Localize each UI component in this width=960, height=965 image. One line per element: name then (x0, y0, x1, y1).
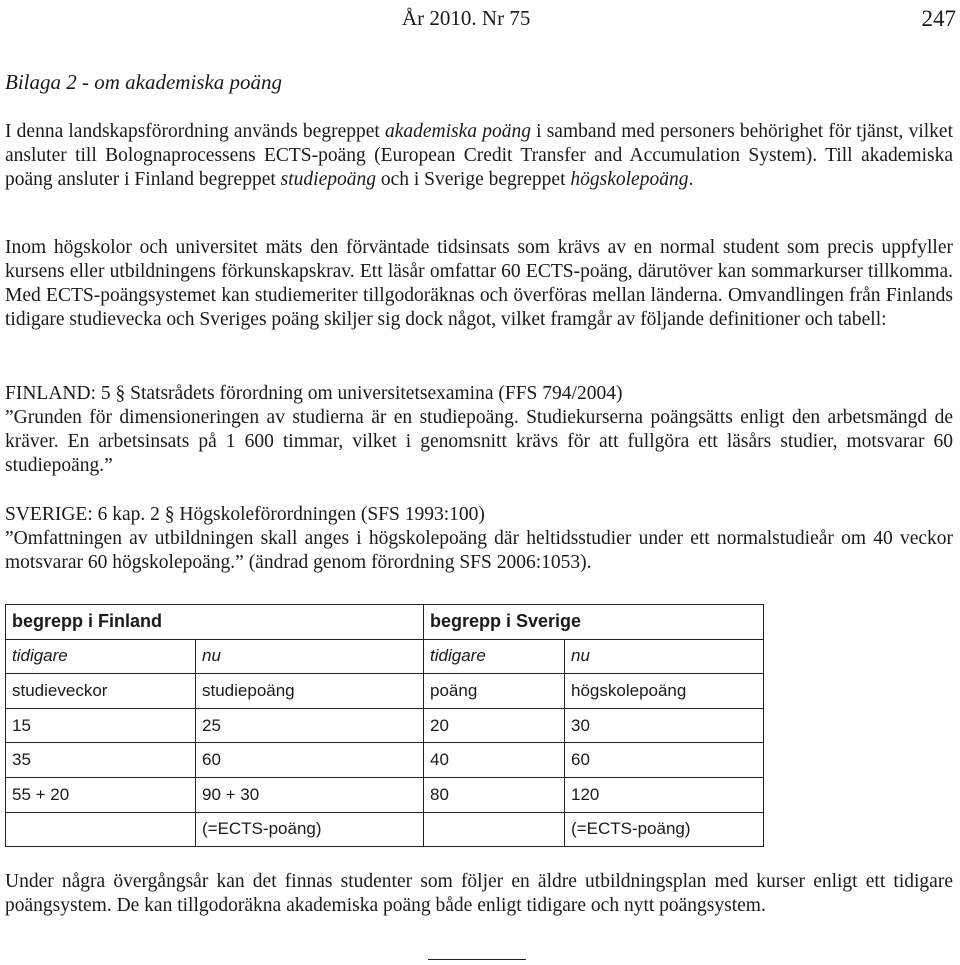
measurement-paragraph: Inom högskolor och universitet mäts den förväntade tidsinsats som krävs av en normal student som precis uppfyller kursens eller utbildningens förkunskapskrav. Ett läsår omfattar 60 ECTS-poäng, därutöver kan sommarkurser tillkomma. Med ECTS-poängsystemet kan studiemeriter tillgodoräknas och överföras mellan länderna. Omvandlingen från Finlands tidigare studievecka och Sveriges poäng skiljer sig dock något, vilket framgår av följande definitioner och tabell: (5, 237, 953, 330)
table-cell: 30 (565, 708, 764, 743)
table-cell: högskolepoäng (565, 674, 764, 709)
table-cell: 120 (565, 777, 764, 812)
conversion-table (5, 604, 764, 847)
table-cell: 40 (424, 743, 565, 778)
table-cell: poäng (424, 674, 565, 709)
table-cell: tidigare (424, 639, 565, 674)
table-row (6, 812, 764, 847)
table-cell: tidigare (6, 639, 196, 674)
table-row (6, 674, 764, 709)
table-row (6, 743, 764, 778)
page-number: 247 (921, 6, 956, 31)
table-cell: 15 (6, 708, 196, 743)
finland-title: FINLAND: 5 § Statsrådets förordning om universitetsexamina (FFS 794/2004) (5, 383, 623, 404)
term-akademiska-poang: akademiska poäng (384, 121, 531, 142)
table-row (6, 708, 764, 743)
header-sverige: begrepp i Sverige (424, 605, 764, 640)
table-cell: (=ECTS-poäng) (196, 812, 424, 847)
finland-quote: ”Grunden för dimensioneringen av studierna är en studiepoäng. Studiekurserna poängsätts enligt den arbetsmängd de kräver. En arbetsinsats på 1 600 timmar, vilket i genomsnitt krävs för att fullgöra ett läsårs studier, motsvarar 60 studiepoäng.” (5, 407, 953, 476)
table-cell (6, 812, 196, 847)
sverige-title: SVERIGE: 6 kap. 2 § Högskoleförordningen (SFS 1993:100) (5, 504, 485, 525)
appendix-heading: Bilaga 2 - om akademiska poäng (5, 70, 283, 94)
issue-label: År 2010. Nr 75 (402, 6, 531, 30)
table-cell: 55 + 20 (6, 777, 196, 812)
table-cell (424, 812, 565, 847)
end-rule (428, 959, 526, 960)
intro-paragraph: I denna landskapsförordning används begreppet akademiska poäng i samband med personers behörighet för tjänst, vilket ansluter till Bolognaprocessens ECTS-poäng (European Credit Transfer and Accumulation System). Till akademiska poäng ansluter i Finland begreppet studiepoäng och i Sverige begreppet högskolepoäng. (5, 121, 953, 190)
table-row (6, 639, 764, 674)
table-header-row (6, 605, 764, 640)
finland-definition (5, 382, 953, 478)
table-cell: 25 (196, 708, 424, 743)
sverige-definition (5, 503, 953, 575)
table-cell: studieveckor (6, 674, 196, 709)
table-cell: studiepoäng (196, 674, 424, 709)
sverige-quote: ”Omfattningen av utbildningen skall anges i högskolepoäng där heltidsstudier under ett normalstudieår om 40 veckor motsvarar 60 högskolepoäng.” (ändrad genom förordning SFS 2006:1053). (5, 528, 953, 573)
table-cell: nu (565, 639, 764, 674)
term-hogskolepoang: högskolepoäng (570, 169, 689, 190)
table-cell: 90 + 30 (196, 777, 424, 812)
table-cell: 80 (424, 777, 565, 812)
header-finland: begrepp i Finland (6, 605, 424, 640)
page-header (0, 2, 960, 36)
term-studiepoang: studiepoäng (280, 169, 376, 190)
table-cell: 60 (565, 743, 764, 778)
transition-paragraph: Under några övergångsår kan det finnas studenter som följer en äldre utbildningsplan med kurser enligt ett tidigare poängsystem. De kan tillgodoräkna akademiska poäng både enligt tidigare och nytt poängsystem. (5, 871, 953, 916)
table-cell: 35 (6, 743, 196, 778)
table-cell: nu (196, 639, 424, 674)
table-cell: 20 (424, 708, 565, 743)
table-cell: 60 (196, 743, 424, 778)
table-cell: (=ECTS-poäng) (565, 812, 764, 847)
table-row (6, 777, 764, 812)
